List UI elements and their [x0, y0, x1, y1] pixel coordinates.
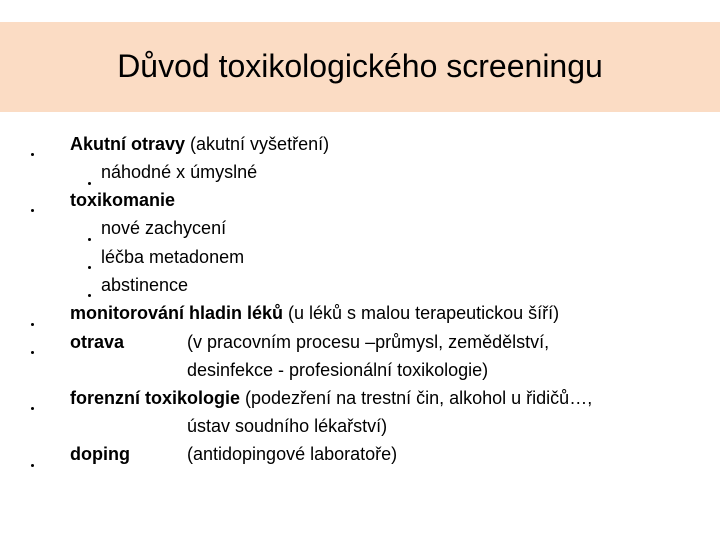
sub-item-abstinence: abstinence — [101, 275, 189, 295]
item-forensic-term: forenzní toxikologie — [70, 388, 241, 408]
sub-item-methadone: léčba metadonem — [101, 247, 245, 267]
item-doping-desc: (antidopingové laboratoře) — [187, 444, 398, 464]
item-forensic-desc-2: ústav soudního lékařství) — [187, 416, 388, 436]
bullet-dot — [31, 153, 34, 156]
bullet-dot — [31, 209, 34, 212]
slide-title: Důvod toxikologického screeningu — [117, 48, 603, 84]
bullet-dot — [31, 407, 34, 410]
item-acute-term: Akutní otravy — [70, 134, 186, 154]
sub-item-new: nové zachycení — [101, 218, 227, 238]
sub-bullet-dot — [88, 294, 91, 297]
sub-item-intent: náhodné x úmyslné — [101, 162, 258, 182]
item-poisoning-desc-2: desinfekce - profesionální toxikologie) — [187, 360, 489, 380]
bullet-dot — [31, 323, 34, 326]
item-doping-term: doping — [70, 444, 130, 464]
item-forensic — [70, 388, 592, 408]
sub-bullet-dot — [88, 182, 91, 185]
item-forensic-desc-1: (podezření na trestní čin, alkohol u řidičů…, — [240, 388, 593, 408]
sub-bullet-dot — [88, 266, 91, 269]
item-acute — [70, 134, 329, 154]
item-toxikomanie: toxikomanie — [70, 190, 176, 210]
item-acute-desc: (akutní vyšetření) — [185, 134, 330, 154]
item-poisoning-term: otrava — [70, 332, 125, 352]
item-monitoring-term: monitorování hladin léků — [70, 303, 284, 323]
item-monitoring — [70, 303, 559, 323]
item-poisoning-desc-1: (v pracovním procesu –průmysl, zemědělství, — [187, 332, 550, 352]
sub-bullet-dot — [88, 238, 91, 241]
bullet-dot — [31, 464, 34, 467]
item-monitoring-desc: (u léků s malou terapeutickou šíří) — [283, 303, 560, 323]
bullet-dot — [31, 351, 34, 354]
